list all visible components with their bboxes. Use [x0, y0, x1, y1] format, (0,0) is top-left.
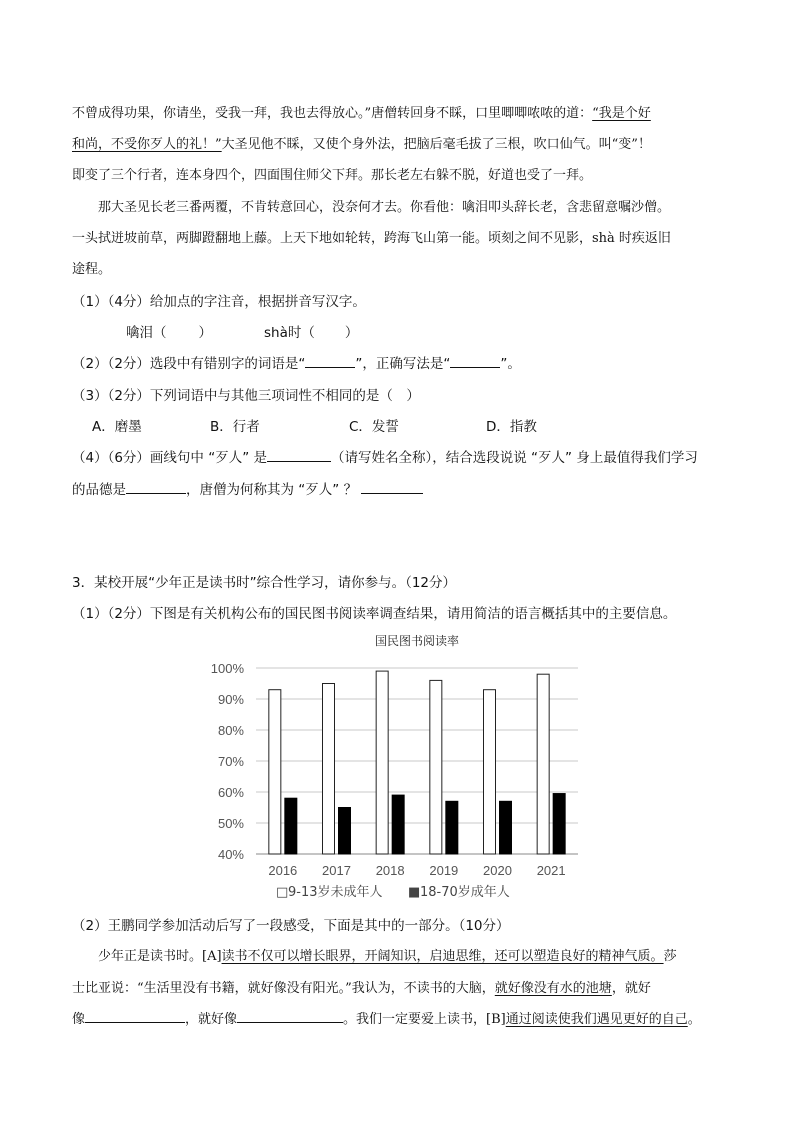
answer-blank[interactable]	[237, 1008, 343, 1023]
answer-blank[interactable]	[361, 479, 423, 494]
bar-minor	[430, 680, 442, 854]
question-4: （4）（6分）画线句中 “歹人” 是 （请写姓名全称），结合选段说说 “歹人” 身上最值得我们学习	[72, 446, 698, 466]
bar-adult	[339, 808, 351, 855]
essay-line: 士比亚说：“生活里没有书籍，就好像没有阳光。”我认为，不读书的大脑，就好像没有水的池塘，就好	[72, 981, 651, 996]
y-tick-label: 50%	[217, 816, 244, 831]
answer-blank[interactable]	[267, 447, 331, 462]
legend-marker-minor: □	[276, 885, 289, 900]
question-1-item: 噙泪（ ）	[126, 325, 212, 341]
bar-adult	[392, 795, 404, 854]
underlined-sentence-b: 通过阅读使我们遇见更好的自己	[505, 1012, 688, 1027]
option-a[interactable]: A．磨墨	[92, 419, 142, 435]
underlined-sentence: 和尚，不受你歹人的礼！”	[72, 137, 222, 152]
x-tick-label: 2019	[429, 863, 459, 878]
y-tick-label: 40%	[217, 847, 244, 862]
bar-adult	[446, 801, 458, 854]
bar-adult	[553, 794, 565, 854]
bar-minor	[269, 690, 281, 854]
section-3-question-2: （2）王鹏同学参加活动后写了一段感受，下面是其中的一部分。（10分）	[72, 918, 510, 934]
x-tick-label: 2016	[268, 863, 298, 878]
passage-line: 那大圣见长老三番两覆，不肯转意回心，没奈何才去。你看他：噙泪叩头辞长老，含悲留意嘱沙僧。	[98, 200, 671, 215]
underlined-phrase: 就好像没有水的池塘	[494, 981, 612, 996]
question-3-stem: （3）（2分）下列词语中与其他三项词性不相同的是（ ）	[72, 388, 420, 404]
question-1-item: shà时（ ）	[264, 325, 359, 341]
bar-adult	[285, 798, 297, 854]
legend-marker-adult: ■	[408, 885, 421, 900]
answer-blank[interactable]	[85, 1008, 185, 1023]
x-tick-label: 2017	[322, 863, 351, 878]
passage-line: 途程。	[72, 262, 112, 277]
bar-minor	[323, 684, 335, 855]
question-2: （2）（2分）选段中有错别字的词语是“ ”，正确写法是“ ”。	[72, 352, 521, 372]
section-3-heading: 3．某校开展“少年正是读书时”综合性学习，请你参与。（12分）	[72, 575, 457, 591]
essay-line: 像 ，就好像 。我们一定要爱上读书，[B]通过阅读使我们遇见更好的自己。	[72, 1008, 701, 1027]
passage-line: 一头拭迸坡前草，两脚蹬翻地上藤。上天下地如轮转，跨海飞山第一能。顷刻之间不见影，shà 时疾返旧	[72, 231, 671, 246]
bar-minor	[376, 671, 388, 854]
question-4-cont: 的品德是 ，唐僧为何称其为 “歹人” ？	[72, 478, 423, 498]
x-tick-label: 2018	[375, 863, 405, 878]
legend-label-minor: 9-13岁未成年人	[288, 885, 383, 900]
x-tick-label: 2021	[536, 863, 566, 878]
answer-blank[interactable]	[305, 353, 355, 368]
y-tick-label: 90%	[217, 692, 244, 707]
option-c[interactable]: C．发誓	[349, 419, 399, 435]
option-b[interactable]: B．行者	[210, 419, 260, 435]
bar-minor	[484, 690, 496, 854]
underlined-sentence: “我是个好	[592, 106, 651, 121]
y-tick-label: 80%	[217, 723, 244, 738]
underlined-sentence-a: 读书不仅可以增长眼界，开阔知识，启迪思维，还可以塑造良好的精神气质。	[221, 949, 664, 964]
option-d[interactable]: D．指教	[486, 419, 537, 435]
chart-title: 国民图书阅读率	[374, 634, 460, 648]
x-tick-label: 2020	[483, 863, 512, 878]
y-tick-label: 100%	[210, 661, 244, 676]
y-tick-label: 70%	[217, 754, 244, 769]
question-1-stem: （1）（4分）给加点的字注音，根据拼音写汉字。	[72, 294, 366, 310]
answer-blank[interactable]	[450, 353, 500, 368]
y-tick-label: 60%	[217, 785, 244, 800]
bar-minor	[537, 674, 549, 854]
essay-line: 少年正是读书时。[A]读书不仅可以增长眼界，开阔知识，启迪思维，还可以塑造良好的精神气质。莎	[98, 949, 677, 964]
section-3-question-1: （1）（2分）下图是有关机构公布的国民图书阅读率调查结果，请用简洁的语言概括其中的主要信息。	[72, 606, 677, 622]
legend-label-adult: 18-70岁成年人	[420, 885, 510, 900]
bar-adult	[500, 801, 512, 854]
passage-line: 即变了三个行者，连本身四个，四面围住师父下拜。那长老左右躲不脱，好道也受了一拜。	[72, 168, 593, 183]
passage-line: 和尚，不受你歹人的礼！”大圣见他不睬，又使个身外法，把脑后毫毛拔了三根，吹口仙气。叫“变”！	[72, 137, 651, 152]
passage-line: 不曾成得功果，你请坐，受我一拜，我也去得放心。”唐僧转回身不睬，口里唧唧哝哝的道：“我是个好	[72, 106, 651, 121]
answer-blank[interactable]	[126, 479, 186, 494]
